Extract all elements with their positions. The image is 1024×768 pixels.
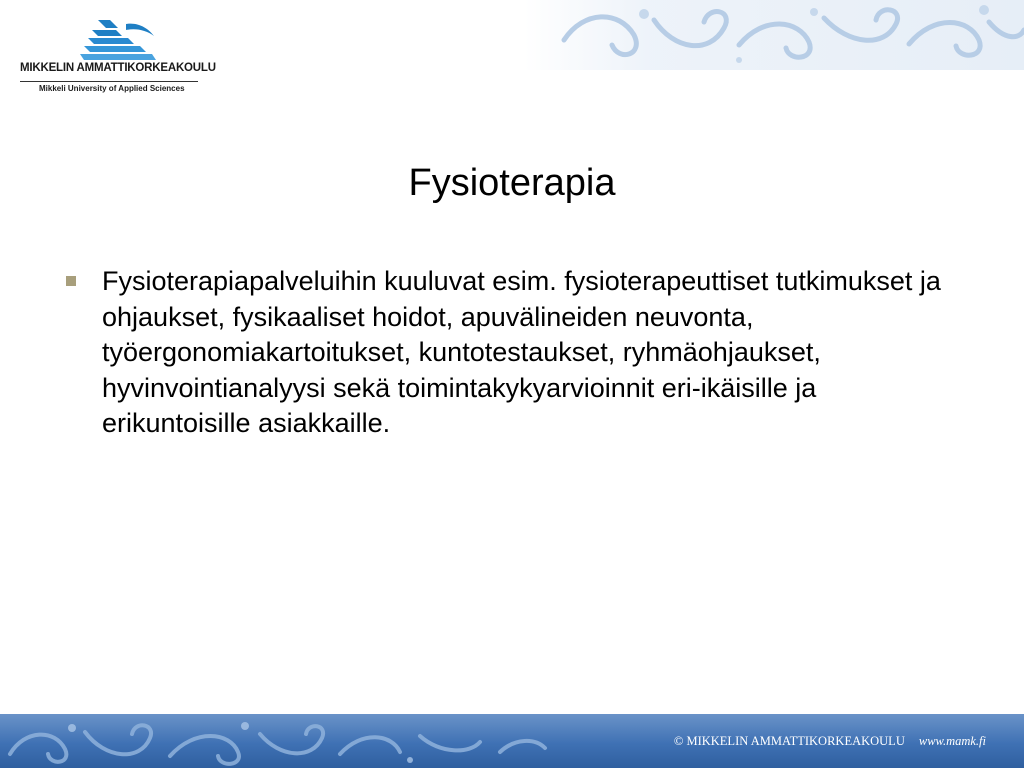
bullet-item xyxy=(60,264,960,442)
square-bullet-icon xyxy=(66,276,76,286)
footer-text xyxy=(674,734,986,749)
footer-swirl-ornament xyxy=(0,714,560,768)
logo-wave-icon xyxy=(80,18,160,62)
logo-divider xyxy=(20,81,198,82)
decorative-swirl-ornament xyxy=(524,0,1024,70)
footer-copyright: © MIKKELIN AMMATTIKORKEAKOULU xyxy=(673,734,905,748)
slide-content xyxy=(60,264,960,442)
footer-band xyxy=(0,714,1024,768)
bullet-text: Fysioterapiapalveluihin kuuluvat esim. fysioterapeuttiset tutkimukset ja ohjaukset, fysikaaliset hoidot, apuvälineiden neuvonta, työergonomiakartoitukset, kuntotestaukset, ryhmäohjaukset, hyvinvointianalyysi sekä toimintakykyarvioinnit eri-ikäisille ja erikuntoisille asiakkaille. xyxy=(102,266,941,438)
logo-subtitle: Mikkeli University of Applied Sciences xyxy=(39,84,185,93)
logo xyxy=(20,18,216,98)
logo-name: MIKKELIN AMMATTIKORKEAKOULU xyxy=(20,62,216,74)
footer-url: www.mamk.fi xyxy=(918,734,986,748)
slide-title: Fysioterapia xyxy=(408,162,616,204)
